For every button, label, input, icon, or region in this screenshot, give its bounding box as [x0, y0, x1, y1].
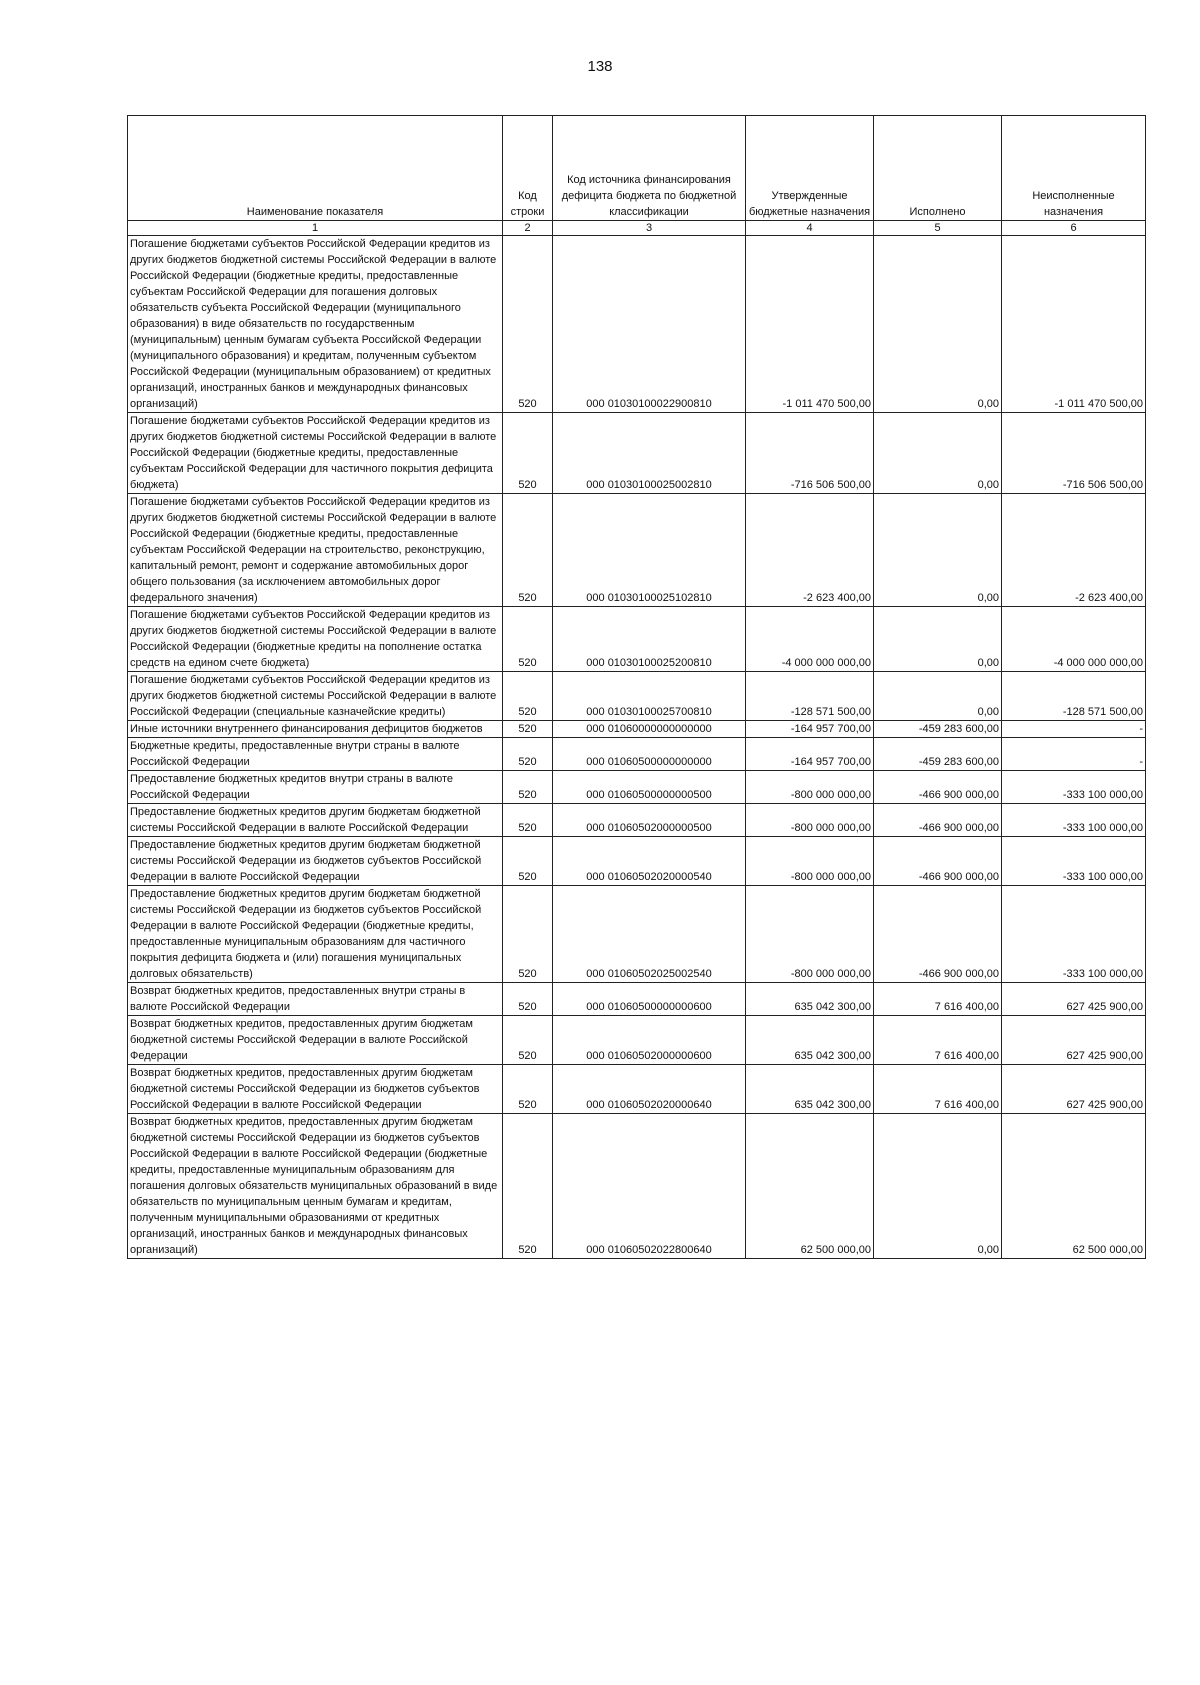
column-number: 5 [874, 221, 1002, 236]
row-unexecuted: -333 100 000,00 [1002, 837, 1146, 886]
row-approved: 635 042 300,00 [746, 983, 874, 1016]
row-line-code: 520 [503, 983, 553, 1016]
page-number: 138 [587, 58, 613, 75]
row-unexecuted: -1 011 470 500,00 [1002, 236, 1146, 413]
row-source-code: 000 01030100025200810 [553, 607, 746, 672]
row-line-code: 520 [503, 494, 553, 607]
row-approved: -800 000 000,00 [746, 771, 874, 804]
row-approved: -1 011 470 500,00 [746, 236, 874, 413]
row-approved: -716 506 500,00 [746, 413, 874, 494]
row-line-code: 520 [503, 413, 553, 494]
row-unexecuted: 62 500 000,00 [1002, 1114, 1146, 1259]
row-line-code: 520 [503, 738, 553, 771]
row-source-code: 000 01060500000000600 [553, 983, 746, 1016]
row-name: Погашение бюджетами субъектов Российской Федерации кредитов из других бюджетов бюджетной системы Российской Федерации в валюте Российской Федерации (бюджетные кредиты, предоставленные субъектам Российской Федерации на строительство, реконструкцию, капитальный ремонт, ремонт и содержание автомобильных дорог общего пользования (за исключением автомобильных дорог федерального значения) [128, 494, 503, 607]
row-executed: 7 616 400,00 [874, 983, 1002, 1016]
row-name: Предоставление бюджетных кредитов внутри страны в валюте Российской Федерации [128, 771, 503, 804]
table-row [128, 413, 1146, 494]
table-row [128, 983, 1146, 1016]
row-unexecuted: 627 425 900,00 [1002, 983, 1146, 1016]
row-name: Предоставление бюджетных кредитов другим бюджетам бюджетной системы Российской Федерации из бюджетов субъектов Российской Федерации в валюте Российской Федерации [128, 837, 503, 886]
table-row [128, 1114, 1146, 1259]
header-unexecuted: Неисполненные назначения [1002, 116, 1146, 221]
row-name: Возврат бюджетных кредитов, предоставленных другим бюджетам бюджетной системы Российской Федерации из бюджетов субъектов Российской Федерации в валюте Российской Федерации (бюджетные кредиты, предоставленные муниципальным образованиям для погашения долговых обязательств муниципальных образований в виде обязательств по муниципальным ценным бумагам и кредитам, полученным муниципальными образованиями от кредитных организаций, иностранных банков и международных финансовых организаций) [128, 1114, 503, 1259]
row-approved: -2 623 400,00 [746, 494, 874, 607]
row-unexecuted: - [1002, 721, 1146, 738]
row-executed: 7 616 400,00 [874, 1016, 1002, 1065]
row-approved: -128 571 500,00 [746, 672, 874, 721]
row-source-code: 000 01030100025700810 [553, 672, 746, 721]
row-source-code: 000 01060500000000500 [553, 771, 746, 804]
row-name: Возврат бюджетных кредитов, предоставленных другим бюджетам бюджетной системы Российской Федерации из бюджетов субъектов Российской Федерации в валюте Российской Федерации [128, 1065, 503, 1114]
row-line-code: 520 [503, 721, 553, 738]
row-name: Бюджетные кредиты, предоставленные внутри страны в валюте Российской Федерации [128, 738, 503, 771]
row-line-code: 520 [503, 672, 553, 721]
row-executed: 7 616 400,00 [874, 1065, 1002, 1114]
row-source-code: 000 01030100025002810 [553, 413, 746, 494]
row-executed: -459 283 600,00 [874, 738, 1002, 771]
header-line-code: Код строки [503, 116, 553, 221]
row-source-code: 000 01060502022800640 [553, 1114, 746, 1259]
column-number: 6 [1002, 221, 1146, 236]
row-line-code: 520 [503, 886, 553, 983]
row-executed: -466 900 000,00 [874, 804, 1002, 837]
row-approved: 635 042 300,00 [746, 1065, 874, 1114]
table-row [128, 886, 1146, 983]
row-executed: 0,00 [874, 413, 1002, 494]
row-executed: -466 900 000,00 [874, 837, 1002, 886]
row-approved: -800 000 000,00 [746, 886, 874, 983]
row-line-code: 520 [503, 771, 553, 804]
table-row [128, 672, 1146, 721]
row-executed: 0,00 [874, 236, 1002, 413]
row-source-code: 000 01030100022900810 [553, 236, 746, 413]
row-name: Погашение бюджетами субъектов Российской Федерации кредитов из других бюджетов бюджетной системы Российской Федерации в валюте Российской Федерации (специальные казначейские кредиты) [128, 672, 503, 721]
column-number: 1 [128, 221, 503, 236]
row-approved: -164 957 700,00 [746, 721, 874, 738]
row-source-code: 000 01060502000000600 [553, 1016, 746, 1065]
row-source-code: 000 01060000000000000 [553, 721, 746, 738]
row-line-code: 520 [503, 607, 553, 672]
row-unexecuted: 627 425 900,00 [1002, 1016, 1146, 1065]
row-source-code: 000 01060500000000000 [553, 738, 746, 771]
table-row [128, 1065, 1146, 1114]
row-line-code: 520 [503, 1016, 553, 1065]
row-source-code: 000 01060502025002540 [553, 886, 746, 983]
row-approved: 62 500 000,00 [746, 1114, 874, 1259]
budget-report-table [127, 115, 1146, 1259]
row-name: Погашение бюджетами субъектов Российской Федерации кредитов из других бюджетов бюджетной системы Российской Федерации в валюте Российской Федерации (бюджетные кредиты, предоставленные субъектам Российской Федерации для частичного покрытия дефицита бюджета) [128, 413, 503, 494]
row-line-code: 520 [503, 1114, 553, 1259]
row-unexecuted: - [1002, 738, 1146, 771]
row-name: Погашение бюджетами субъектов Российской Федерации кредитов из других бюджетов бюджетной системы Российской Федерации в валюте Российской Федерации (бюджетные кредиты, предоставленные субъектам Российской Федерации для погашения долговых обязательств субъекта Российской Федерации (муниципального образования) в виде обязательств по государственным (муниципальным) ценным бумагам субъекта Российской Федерации (муниципального образования) и кредитам, полученным субъектом Российской Федерации (муниципальным образованием) от кредитных организаций, иностранных банков и международных финансовых организаций) [128, 236, 503, 413]
column-number: 3 [553, 221, 746, 236]
table-row [128, 738, 1146, 771]
row-name: Предоставление бюджетных кредитов другим бюджетам бюджетной системы Российской Федерации в валюте Российской Федерации [128, 804, 503, 837]
table-row [128, 236, 1146, 413]
column-number: 4 [746, 221, 874, 236]
table-row [128, 804, 1146, 837]
header-name: Наименование показателя [128, 116, 503, 221]
row-source-code: 000 01030100025102810 [553, 494, 746, 607]
column-numbers-row [128, 221, 1146, 236]
row-executed: 0,00 [874, 1114, 1002, 1259]
row-name: Погашение бюджетами субъектов Российской Федерации кредитов из других бюджетов бюджетной системы Российской Федерации в валюте Российской Федерации (бюджетные кредиты на пополнение остатка средств на едином счете бюджета) [128, 607, 503, 672]
row-unexecuted: -2 623 400,00 [1002, 494, 1146, 607]
table-row [128, 771, 1146, 804]
row-source-code: 000 01060502000000500 [553, 804, 746, 837]
row-source-code: 000 01060502020000640 [553, 1065, 746, 1114]
table-header [128, 116, 1146, 221]
row-executed: 0,00 [874, 607, 1002, 672]
row-line-code: 520 [503, 1065, 553, 1114]
header-approved: Утвержденные бюджетные назначения [746, 116, 874, 221]
row-source-code: 000 01060502020000540 [553, 837, 746, 886]
table-row [128, 837, 1146, 886]
row-approved: -800 000 000,00 [746, 804, 874, 837]
header-source-code: Код источника финансирования дефицита бюджета по бюджетной классификации [553, 116, 746, 221]
row-unexecuted: -716 506 500,00 [1002, 413, 1146, 494]
row-unexecuted: -4 000 000 000,00 [1002, 607, 1146, 672]
row-executed: 0,00 [874, 494, 1002, 607]
column-number: 2 [503, 221, 553, 236]
row-line-code: 520 [503, 837, 553, 886]
row-unexecuted: -128 571 500,00 [1002, 672, 1146, 721]
row-executed: 0,00 [874, 672, 1002, 721]
row-name: Возврат бюджетных кредитов, предоставленных внутри страны в валюте Российской Федерации [128, 983, 503, 1016]
row-unexecuted: -333 100 000,00 [1002, 804, 1146, 837]
row-unexecuted: -333 100 000,00 [1002, 771, 1146, 804]
row-unexecuted: -333 100 000,00 [1002, 886, 1146, 983]
table-row [128, 607, 1146, 672]
row-unexecuted: 627 425 900,00 [1002, 1065, 1146, 1114]
header-executed: Исполнено [874, 116, 1002, 221]
row-line-code: 520 [503, 236, 553, 413]
table-row [128, 721, 1146, 738]
row-executed: -459 283 600,00 [874, 721, 1002, 738]
row-name: Иные источники внутреннего финансирования дефицитов бюджетов [128, 721, 503, 738]
table-body [128, 221, 1146, 1259]
row-executed: -466 900 000,00 [874, 886, 1002, 983]
row-line-code: 520 [503, 804, 553, 837]
row-approved: -4 000 000 000,00 [746, 607, 874, 672]
row-approved: -800 000 000,00 [746, 837, 874, 886]
row-approved: -164 957 700,00 [746, 738, 874, 771]
row-executed: -466 900 000,00 [874, 771, 1002, 804]
table-row [128, 1016, 1146, 1065]
row-name: Предоставление бюджетных кредитов другим бюджетам бюджетной системы Российской Федерации из бюджетов субъектов Российской Федерации в валюте Российской Федерации (бюджетные кредиты, предоставленные муниципальным образованиям для частичного покрытия дефицита бюджета и (или) погашения муниципальных долговых обязательств) [128, 886, 503, 983]
row-approved: 635 042 300,00 [746, 1016, 874, 1065]
row-name: Возврат бюджетных кредитов, предоставленных другим бюджетам бюджетной системы Российской Федерации в валюте Российской Федерации [128, 1016, 503, 1065]
table-row [128, 494, 1146, 607]
